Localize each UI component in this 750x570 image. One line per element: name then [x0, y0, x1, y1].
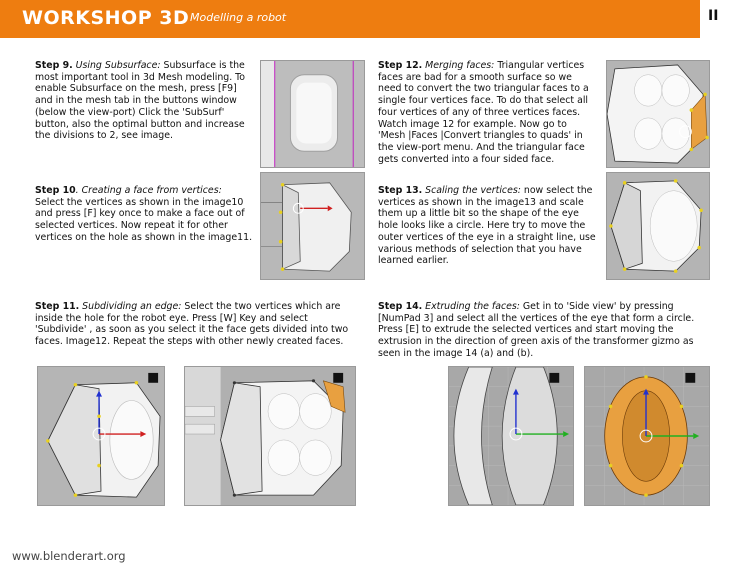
step-9 [35, 60, 253, 142]
step-14 [378, 301, 710, 360]
footer-url: www.blenderart.org [12, 549, 126, 563]
article-subtitle: Modelling a robot [190, 11, 287, 24]
step-11-heading: Subdividing an edge: [82, 301, 182, 312]
step-13-heading: Scaling the vertices: [425, 185, 521, 196]
step-11-text: Select the two vertices which are inside the hole for the robot eye. Press [W] Key and select 'Subdivide' , as soon as you select it the face gets divided into two faces. Image12. Repeat the steps with other newly created faces. [35, 301, 349, 348]
step-14-label: Step 14. [378, 301, 423, 312]
step-11 [35, 301, 357, 348]
image-step-14a-extrude [448, 366, 574, 506]
step-10 [35, 185, 253, 244]
step-12-label: Step 12. [378, 60, 423, 71]
step-11-label: Step 11. [35, 301, 80, 312]
magazine-section-title: WORKSHOP 3D [22, 7, 190, 29]
step-9-label: Step 9. [35, 60, 73, 71]
page-number: II [708, 8, 719, 24]
step-13-label: Step 13. [378, 185, 423, 196]
image-step-11-subdivide [37, 366, 165, 506]
image-step-13-scale-vertices [606, 172, 710, 280]
step-9-text: Subsurface is the most important tool in 3d Mesh modeling. To enable Subsurface on the mesh, press [F9] and in the mesh tab in the buttons window (below the view-port) Click the 'SubSurf' button, also the optimal button and increase the divisions to 2, see image. [35, 60, 246, 142]
step-13 [378, 185, 596, 267]
image-step-9-subsurf [260, 60, 365, 168]
image-step-12-merge-faces [606, 60, 710, 168]
page-header [0, 0, 700, 38]
step-10-text: Select the vertices as shown in the image10 and press [F] key once to make a face out of selected vertices. Now repeat it for other vertices on the hole as shown in the image11. [35, 196, 253, 243]
step-13-text: now select the vertices as shown in the image13 and scale them up a little bit so the shape of the eye hole looks like a circle. Here try to move the outer vertices of the eye in a straight line, use various methods of selection that you have learned earlier. [378, 185, 596, 267]
step-10-label: Step 10 [35, 185, 76, 196]
image-step-14b-extrude [584, 366, 710, 506]
step-12 [378, 60, 596, 165]
step-9-heading: Using Subsurface: [75, 60, 161, 71]
step-12-heading: Merging faces: [425, 60, 495, 71]
step-14-text: Get in to 'Side view' by pressing [NumPad 3] and select all the vertices of the eye that form a circle. Press [E] to extrude the selected vertices and start moving the extrusion in the direction of green axis of the transformer gizmo as seen in the image 14 (a) and (b). [378, 301, 695, 359]
image-step-12-faces-bottom [184, 366, 356, 506]
step-10-heading: . Creating a face from vertices: [75, 185, 222, 196]
step-12-text: Triangular vertices faces are bad for a smooth surface so we need to convert the two triangular faces to a single four vertices face. To do that select all four vertices of any of three vertices faces. Watch image 12 for example. Now go to 'Mesh |Faces |Convert triangles to quads' in the view-port menu. And the triangular face gets converted into a four sided face. [378, 60, 589, 165]
image-step-10-create-face [260, 172, 365, 280]
step-14-heading: Extruding the faces: [425, 301, 520, 312]
